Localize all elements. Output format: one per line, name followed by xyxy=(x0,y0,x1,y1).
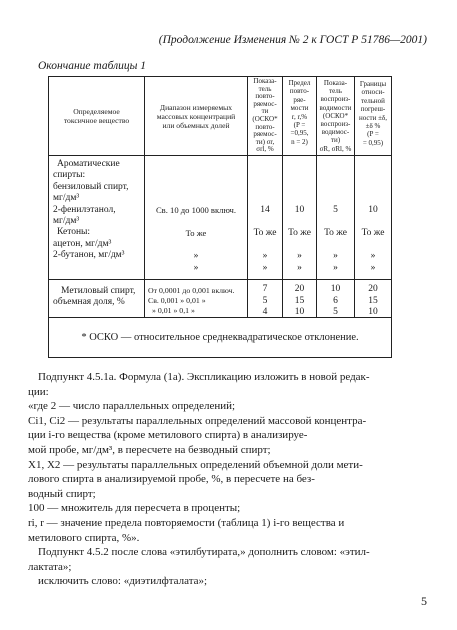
value-cell: То же xyxy=(288,228,311,238)
body-line: ri, r — значение предела повторяемости (таблица 1) i-го вещества и xyxy=(28,517,345,529)
value-cell: 10 xyxy=(368,205,378,215)
body-line: X1, X2 — результаты параллельных определений объемной доли мети- xyxy=(28,458,363,471)
value-cell: » xyxy=(370,251,376,261)
substance-names: Ароматические спирты: бензиловый спирт, мг/дм³ 2-фенилэтанол, мг/дм³ Кетоны: ацетон, мг/дм³ 2-бутанон, мг/дм³ xyxy=(53,159,129,261)
methanol-col6: 20 15 10 xyxy=(368,284,378,317)
value-cell: » xyxy=(297,263,302,273)
value-cell: » xyxy=(333,263,338,273)
range-cell: Св. 10 до 1000 включ. xyxy=(155,205,237,215)
body-line: мой пробе, мг/дм³, в пересчете на безводный спирт; xyxy=(28,444,271,456)
header-error-bounds: Границы относи- тельной погреш- ности ±δ, ±δ % (P = = 0,95) xyxy=(359,80,387,147)
value-cell: » xyxy=(262,263,268,273)
header-repeatability-index: Показа- тель повто- ряемос- ти (ОСКО* повто- ряемос- ти) σr, σrl, % xyxy=(252,77,278,154)
range-cell: » xyxy=(193,251,199,261)
header-reproducibility: Показа- тель воспроиз- водимости (ОСКО* воспроиз- водимос- ти) σR, σRl, % xyxy=(319,79,352,153)
methanol-col4: 20 15 10 xyxy=(294,284,305,317)
value-cell: 14 xyxy=(260,205,270,215)
table-continuation-title: Окончание таблицы 1 xyxy=(38,60,146,72)
body-line: Подпункт 4.5.2 после слова «этилбутирата,» дополнить словом: «этил- xyxy=(38,546,370,559)
range-cell: » xyxy=(193,263,199,273)
header-rule xyxy=(49,155,391,156)
value-cell: » xyxy=(262,251,268,261)
running-header: (Продолжение Изменения № 2 к ГОСТ Р 51786—2001) xyxy=(158,34,427,46)
data-table xyxy=(48,76,392,358)
table-footnote: * ОСКО — относительное среднеквадратическое отклонение. xyxy=(81,332,359,343)
page-number: 5 xyxy=(421,594,427,608)
value-cell: То же xyxy=(361,228,385,238)
value-cell: 5 xyxy=(333,205,338,215)
body-line: 100 — множитель для пересчета в проценты; xyxy=(28,502,241,515)
section-rule xyxy=(49,279,391,280)
methanol-col5: 10 6 5 xyxy=(330,284,341,317)
methanol-name: Метиловый спирт, объемная доля, % xyxy=(53,286,136,308)
methanol-ranges: От 0,0001 до 0,001 включ. Св. 0,001 » 0,01 » » 0,01 » 0,1 » xyxy=(148,286,235,315)
body-line: ции: xyxy=(28,385,49,398)
header-substance: Определяемое токсичное вещество xyxy=(63,107,130,126)
header-repeatability-limit: Предел повто- ряе- мости r, r,% (P = =0,95, n = 2) xyxy=(288,79,311,146)
value-cell: То же xyxy=(253,228,277,238)
body-line: исключить слово: «диэтилфталата»; xyxy=(38,575,208,588)
body-line: водный спирт; xyxy=(28,487,96,500)
value-cell: » xyxy=(370,263,376,273)
value-cell: То же xyxy=(324,228,347,238)
range-cell: То же xyxy=(185,228,207,238)
body-line: «где 2 — число параллельных определений; xyxy=(28,400,236,413)
methanol-col3: 7 5 4 xyxy=(262,284,268,317)
value-cell: » xyxy=(297,251,302,261)
body-line: ции i-го вещества (кроме метилового спирта) в анализируе- xyxy=(28,429,308,442)
body-line: Ci1, Ci2 — результаты параллельных определений массовой концентра- xyxy=(28,414,367,427)
value-cell: 10 xyxy=(294,205,305,215)
body-line: лактата»; xyxy=(28,560,72,573)
value-cell: » xyxy=(333,251,338,261)
body-line: Подпункт 4.5.1а. Формула (1а). Экспликацию изложить в новой редак- xyxy=(38,371,370,383)
body-line: метилового спирта, %». xyxy=(28,531,140,544)
header-range: Диапазон измеряемых массовых концентраций или объемных долей xyxy=(156,103,236,131)
body-line: лового спирта в анализируемой пробе, %, в пересчете на без- xyxy=(28,473,315,486)
